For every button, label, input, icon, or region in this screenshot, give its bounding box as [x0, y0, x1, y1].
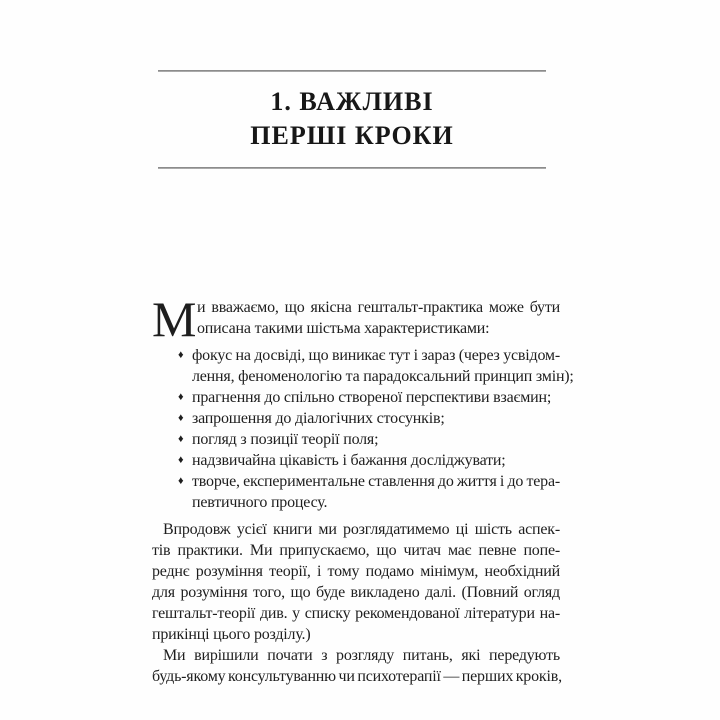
list-item-text: творче, експериментальне ставлення до життя і до тера- певтичного процесу.	[192, 473, 560, 511]
chapter-title	[158, 85, 546, 153]
top-rule	[158, 70, 546, 72]
paragraph-text: Впродовж усієї книги ми розглядатимемо ці шість аспек- тів практики. Ми припускаємо, що читач має певне попе- реднє розуміння теорії, і тому подамо мінімум, необхідний для розуміння того, що буде викладено далі. (Повний огляд гештальт-теорії див. у списку рекомендованої літератури на- прикінці цього розділу.)	[152, 521, 560, 643]
list-item	[152, 387, 560, 408]
bottom-rule	[158, 167, 546, 169]
paragraph-text: Ми вирішили почати з розгляду питань, які передують будь-якому консультуванню чи психотерапії — перших кроків,	[152, 647, 562, 685]
list-item-text: запрошення до діалогічних стосунків;	[192, 410, 445, 427]
diamond-bullet-icon: ♦	[178, 412, 184, 424]
diamond-bullet-icon: ♦	[178, 475, 184, 487]
diamond-bullet-icon: ♦	[178, 349, 184, 361]
opening-paragraph-text: и вважаємо, що якісна гештальт-практика може бути описана такими шістьма характеристиками:	[197, 299, 560, 337]
paragraph	[152, 519, 560, 645]
list-item	[152, 450, 560, 471]
list-item-text: погляд з позиції теорії поля;	[192, 431, 379, 448]
page-body	[152, 291, 574, 687]
paragraph	[152, 645, 560, 687]
list-item-text: надзвичайна цікавість і бажання досліджувати;	[192, 452, 506, 469]
list-item	[152, 471, 560, 513]
opening-paragraph	[152, 291, 560, 347]
diamond-bullet-icon: ♦	[178, 454, 184, 466]
chapter-title-line-1: 1. ВАЖЛИВІ	[270, 87, 434, 116]
list-item-text: прагнення до спільно створеної перспективи взаємин;	[192, 389, 552, 406]
list-item	[152, 429, 560, 450]
chapter-title-line-2: ПЕРШІ КРОКИ	[250, 121, 454, 150]
characteristics-list	[152, 345, 574, 513]
diamond-bullet-icon: ♦	[178, 433, 184, 445]
chapter-header	[158, 70, 546, 169]
drop-cap: М	[152, 291, 197, 347]
list-item-text: фокус на досвіді, що виникає тут і зараз (через усвідом- лення, феноменологію та парадоксальний принцип змін);	[192, 347, 574, 385]
list-item	[152, 345, 574, 387]
list-item	[152, 408, 560, 429]
diamond-bullet-icon: ♦	[178, 391, 184, 403]
